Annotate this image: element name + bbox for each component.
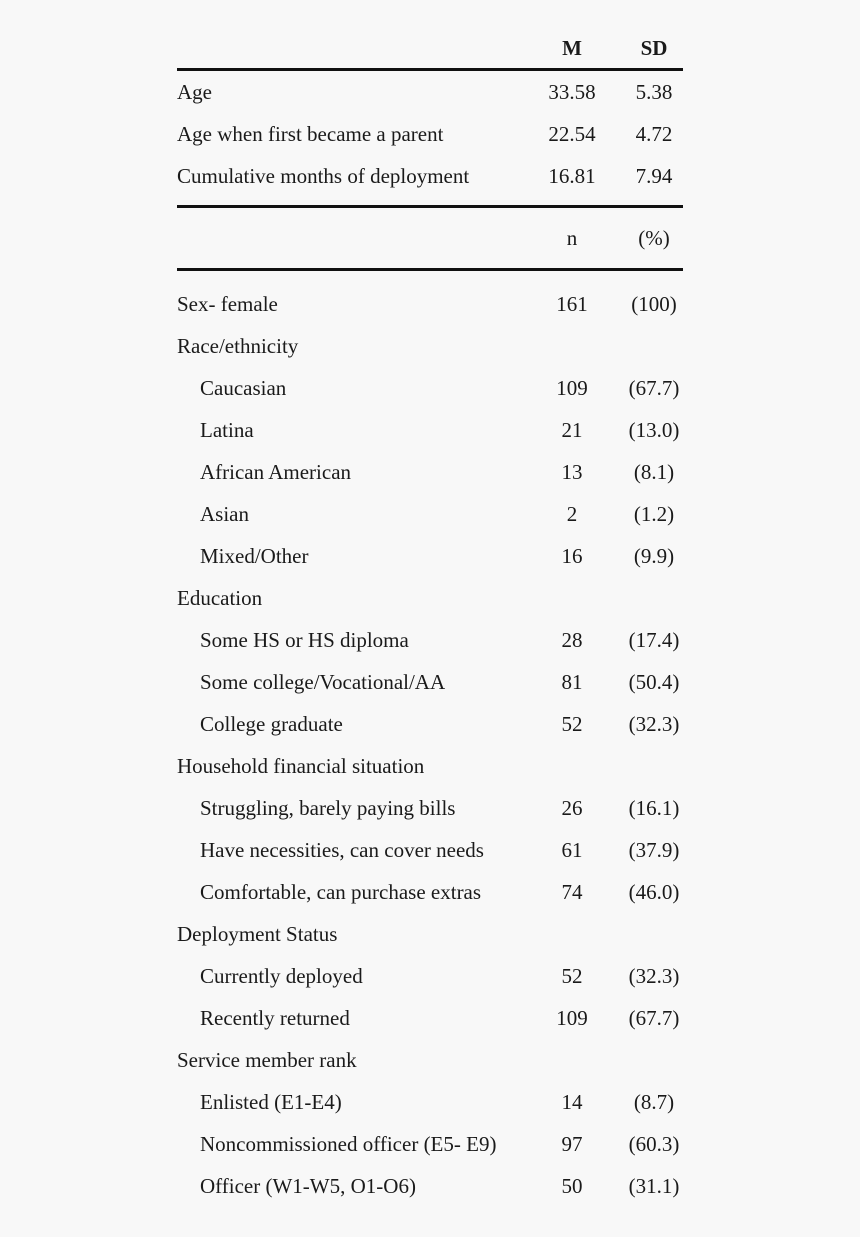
table-row xyxy=(177,325,683,367)
row-label: Some HS or HS diploma xyxy=(200,628,409,652)
row-value-2: (67.7) xyxy=(628,376,680,400)
row-label: Service member rank xyxy=(177,1048,357,1072)
row-value-2: (60.3) xyxy=(628,1132,680,1156)
row-value-2: (37.9) xyxy=(628,838,680,862)
table-row xyxy=(177,155,683,197)
row-value-1: 13 xyxy=(561,460,583,484)
row-value-2: (100) xyxy=(631,292,677,316)
row-value-2: (1.2) xyxy=(633,502,675,526)
row-label: Some college/Vocational/AA xyxy=(200,670,446,694)
table-row xyxy=(177,1123,683,1165)
table-row xyxy=(177,955,683,997)
row-value-1: 16 xyxy=(561,544,583,568)
continuous-section xyxy=(177,71,683,197)
header-row xyxy=(177,28,683,68)
row-value-2: (50.4) xyxy=(628,670,680,694)
row-label: African American xyxy=(200,460,352,484)
row-value-1: 61 xyxy=(561,838,583,862)
demographics-table xyxy=(177,28,683,1207)
row-label: Officer (W1-W5, O1-O6) xyxy=(200,1174,416,1198)
row-label: Household financial situation xyxy=(177,754,425,778)
table-row xyxy=(177,997,683,1039)
row-value-2: (31.1) xyxy=(628,1174,680,1198)
table-row xyxy=(177,493,683,535)
section-gap xyxy=(177,197,683,205)
subheader-pct: (%) xyxy=(638,226,670,250)
row-value-2: (32.3) xyxy=(628,964,680,988)
table-row xyxy=(177,577,683,619)
row-value-1: 81 xyxy=(561,670,583,694)
row-label: College graduate xyxy=(200,712,343,736)
subheader-n: n xyxy=(566,226,578,250)
row-value-2: (46.0) xyxy=(628,880,680,904)
row-value-1: 26 xyxy=(561,796,583,820)
row-label: Enlisted (E1-E4) xyxy=(200,1090,342,1114)
table-row xyxy=(177,913,683,955)
row-label: Struggling, barely paying bills xyxy=(200,796,456,820)
table-row xyxy=(177,71,683,113)
row-value-1: 109 xyxy=(556,1006,588,1030)
row-value-2: (8.1) xyxy=(633,460,675,484)
table-row xyxy=(177,829,683,871)
table-row xyxy=(177,1039,683,1081)
row-value-2: 4.72 xyxy=(635,122,673,146)
row-value-2: (16.1) xyxy=(628,796,680,820)
row-label: Latina xyxy=(200,418,254,442)
section-gap xyxy=(177,271,683,283)
row-value-1: 22.54 xyxy=(548,122,596,146)
row-label: Age when first became a parent xyxy=(177,122,444,146)
row-label: Cumulative months of deployment xyxy=(177,164,470,188)
row-label: Race/ethnicity xyxy=(177,334,299,358)
row-label: Comfortable, can purchase extras xyxy=(200,880,482,904)
table-row xyxy=(177,1165,683,1207)
row-value-1: 74 xyxy=(561,880,583,904)
row-value-1: 97 xyxy=(561,1132,583,1156)
table-row xyxy=(177,535,683,577)
row-label: Asian xyxy=(200,502,249,526)
row-label: Sex- female xyxy=(177,292,278,316)
row-value-2: 5.38 xyxy=(635,80,673,104)
row-value-1: 21 xyxy=(561,418,583,442)
row-label: Age xyxy=(177,80,212,104)
row-label: Caucasian xyxy=(200,376,287,400)
row-label: Noncommissioned officer (E5- E9) xyxy=(200,1132,497,1156)
row-value-2: (8.7) xyxy=(633,1090,675,1114)
row-label: Deployment Status xyxy=(177,922,338,946)
row-value-2: (17.4) xyxy=(628,628,680,652)
row-value-2: (9.9) xyxy=(633,544,675,568)
table-row xyxy=(177,787,683,829)
table-row xyxy=(177,367,683,409)
table-row xyxy=(177,283,683,325)
row-value-1: 2 xyxy=(566,502,578,526)
row-value-2: (13.0) xyxy=(628,418,680,442)
row-value-1: 52 xyxy=(561,964,583,988)
table-row xyxy=(177,619,683,661)
row-label: Have necessities, can cover needs xyxy=(200,838,484,862)
row-label: Currently deployed xyxy=(200,964,363,988)
header-mean: M xyxy=(562,36,582,60)
table-row xyxy=(177,113,683,155)
row-value-1: 16.81 xyxy=(548,164,596,188)
header-sd: SD xyxy=(640,36,668,60)
table-row xyxy=(177,703,683,745)
row-value-1: 14 xyxy=(561,1090,583,1114)
table-row xyxy=(177,409,683,451)
subheader-row xyxy=(177,208,683,268)
table-row xyxy=(177,1081,683,1123)
categorical-section xyxy=(177,283,683,1207)
row-value-2: (67.7) xyxy=(628,1006,680,1030)
row-value-1: 33.58 xyxy=(548,80,596,104)
table-row xyxy=(177,661,683,703)
row-value-1: 109 xyxy=(556,376,588,400)
table-row xyxy=(177,871,683,913)
row-value-2: (32.3) xyxy=(628,712,680,736)
table-row xyxy=(177,451,683,493)
row-value-1: 161 xyxy=(556,292,588,316)
row-label: Mixed/Other xyxy=(200,544,309,568)
row-label: Education xyxy=(177,586,263,610)
row-label: Recently returned xyxy=(200,1006,350,1030)
table-row xyxy=(177,745,683,787)
row-value-1: 50 xyxy=(561,1174,583,1198)
row-value-1: 28 xyxy=(561,628,583,652)
row-value-1: 52 xyxy=(561,712,583,736)
row-value-2: 7.94 xyxy=(635,164,673,188)
